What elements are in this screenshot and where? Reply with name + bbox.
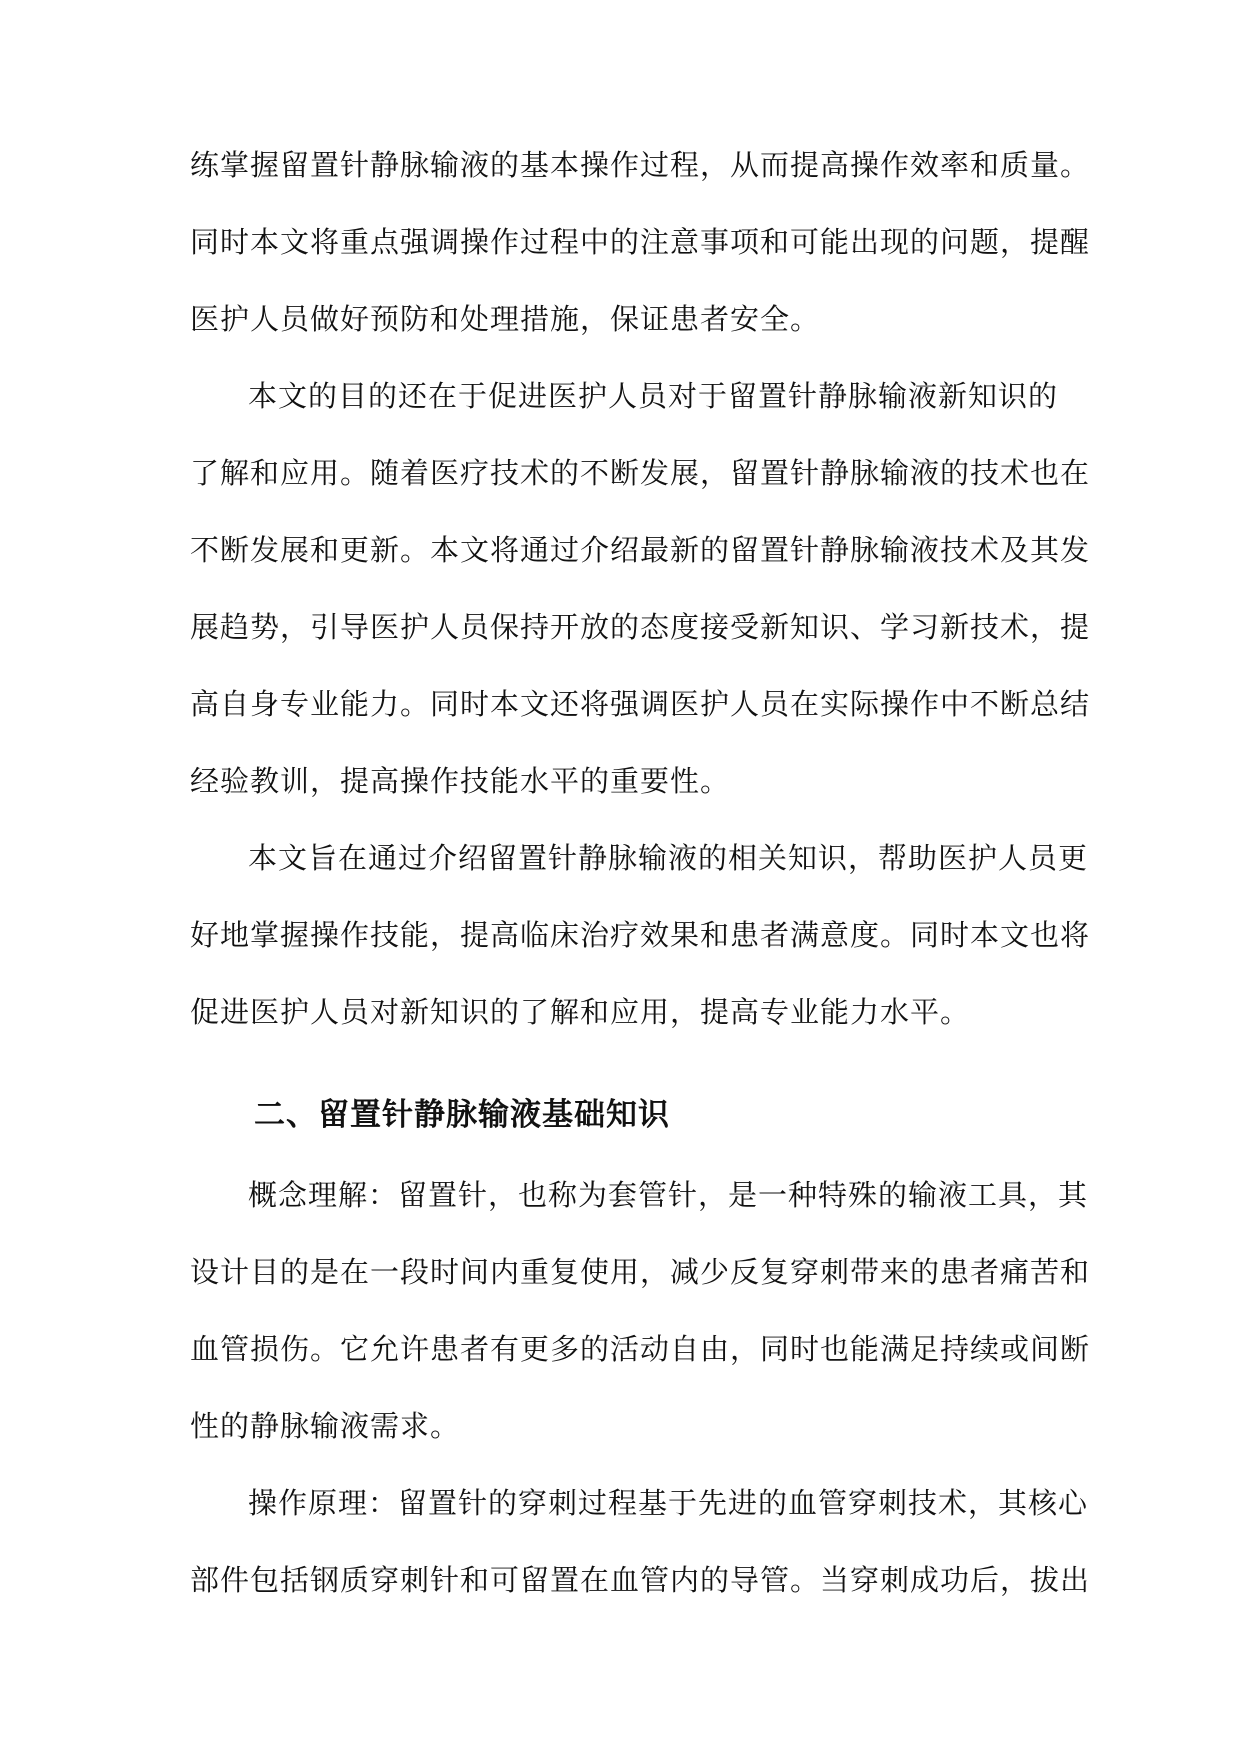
text-line: 设计目的是在一段时间内重复使用，减少反复穿刺带来的患者痛苦和: [190, 1255, 1091, 1289]
text-line: 练掌握留置针静脉输液的基本操作过程，从而提高操作效率和质量。: [190, 148, 1091, 182]
paragraph-first-line: 本文旨在通过介绍留置针静脉输液的相关知识，帮助医护人员更: [248, 841, 1089, 875]
text-line: 了解和应用。随着医疗技术的不断发展，留置针静脉输液的技术也在: [190, 456, 1091, 490]
text-line: 性的静脉输液需求。: [190, 1409, 461, 1443]
text-line: 血管损伤。它允许患者有更多的活动自由，同时也能满足持续或间断: [190, 1332, 1091, 1366]
paragraph-first-line: 概念理解：留置针，也称为套管针，是一种特殊的输液工具，其: [248, 1178, 1089, 1212]
text-line: 同时本文将重点强调操作过程中的注意事项和可能出现的问题，提醒: [190, 225, 1091, 259]
section-heading: 二、留置针静脉输液基础知识: [254, 1097, 670, 1133]
text-line: 展趋势，引导医护人员保持开放的态度接受新知识、学习新技术，提: [190, 610, 1091, 644]
text-line: 高自身专业能力。同时本文还将强调医护人员在实际操作中不断总结: [190, 687, 1091, 721]
text-line: 部件包括钢质穿刺针和可留置在血管内的导管。当穿刺成功后，拔出: [190, 1563, 1091, 1597]
paragraph-first-line: 操作原理：留置针的穿刺过程基于先进的血管穿刺技术，其核心: [248, 1486, 1089, 1520]
text-line: 经验教训，提高操作技能水平的重要性。: [190, 764, 731, 798]
text-line: 促进医护人员对新知识的了解和应用，提高专业能力水平。: [190, 995, 971, 1029]
text-line: 不断发展和更新。本文将通过介绍最新的留置针静脉输液技术及其发: [190, 533, 1091, 567]
text-line: 医护人员做好预防和处理措施，保证患者安全。: [190, 302, 821, 336]
text-line: 好地掌握操作技能，提高临床治疗效果和患者满意度。同时本文也将: [190, 918, 1091, 952]
paragraph-first-line: 本文的目的还在于促进医护人员对于留置针静脉输液新知识的: [248, 379, 1059, 413]
